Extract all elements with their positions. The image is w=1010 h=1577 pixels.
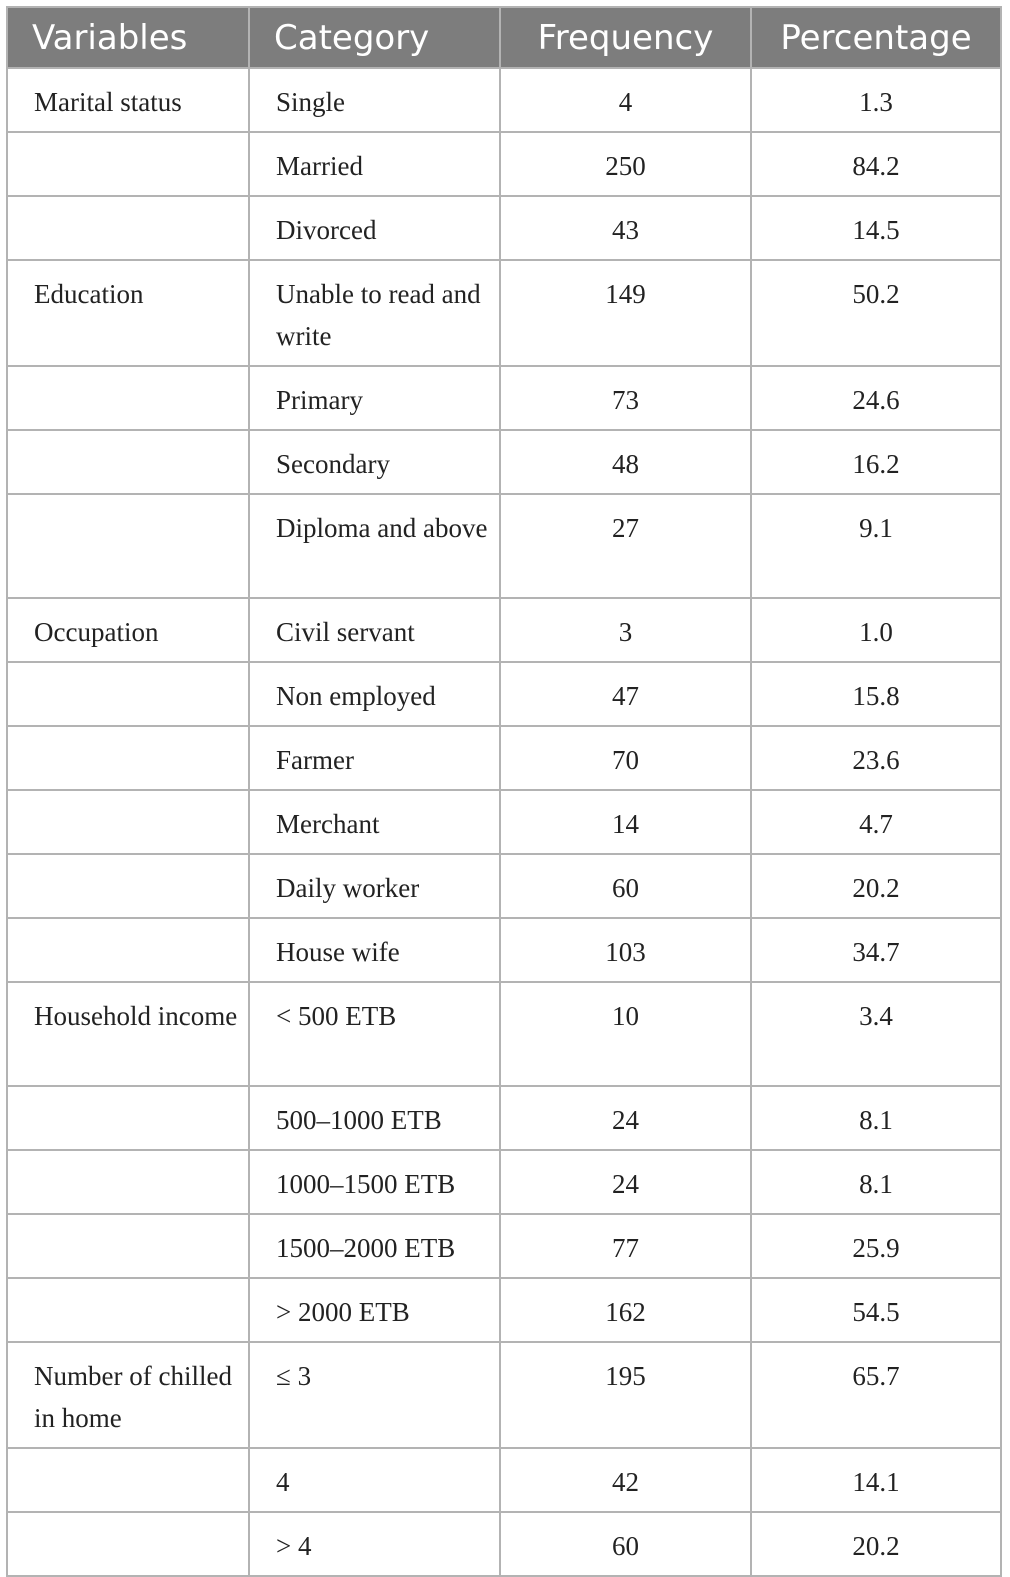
table-row — [8, 196, 1000, 260]
variable-cell — [8, 854, 249, 918]
percentage-cell: 25.9 — [751, 1214, 1000, 1278]
percentage-cell: 34.7 — [751, 918, 1000, 982]
percentage-cell: 1.0 — [751, 598, 1000, 662]
variable-cell — [8, 366, 249, 430]
header-variables: Variables — [8, 8, 249, 68]
percentage-cell: 65.7 — [751, 1342, 1000, 1448]
frequency-cell: 250 — [500, 132, 751, 196]
variable-cell: Education — [8, 260, 249, 366]
variable-cell: Number of chilled in home — [8, 1342, 249, 1448]
percentage-cell: 24.6 — [751, 366, 1000, 430]
table-row — [8, 854, 1000, 918]
variable-cell — [8, 790, 249, 854]
table-row — [8, 494, 1000, 598]
category-cell: Civil servant — [249, 598, 500, 662]
category-cell: ≤ 3 — [249, 1342, 500, 1448]
frequency-cell: 162 — [500, 1278, 751, 1342]
frequency-cell: 43 — [500, 196, 751, 260]
table-row — [8, 1214, 1000, 1278]
frequency-cell: 60 — [500, 854, 751, 918]
variable-cell — [8, 1448, 249, 1512]
category-cell: Unable to read and write — [249, 260, 500, 366]
frequency-cell: 14 — [500, 790, 751, 854]
frequency-cell: 4 — [500, 68, 751, 132]
category-cell: 500–1000 ETB — [249, 1086, 500, 1150]
data-table — [6, 6, 1002, 1577]
category-cell: Primary — [249, 366, 500, 430]
variable-cell — [8, 1214, 249, 1278]
header-category: Category — [249, 8, 500, 68]
percentage-cell: 23.6 — [751, 726, 1000, 790]
percentage-cell: 84.2 — [751, 132, 1000, 196]
frequency-cell: 47 — [500, 662, 751, 726]
variable-cell — [8, 132, 249, 196]
table-row — [8, 132, 1000, 196]
table-row — [8, 662, 1000, 726]
percentage-cell: 3.4 — [751, 982, 1000, 1086]
table-row — [8, 726, 1000, 790]
category-cell: Secondary — [249, 430, 500, 494]
table-row — [8, 1342, 1000, 1448]
table-row — [8, 1448, 1000, 1512]
percentage-cell: 50.2 — [751, 260, 1000, 366]
percentage-cell: 1.3 — [751, 68, 1000, 132]
variable-cell — [8, 918, 249, 982]
category-cell: < 500 ETB — [249, 982, 500, 1086]
table-row — [8, 1150, 1000, 1214]
table-row — [8, 68, 1000, 132]
category-cell: Married — [249, 132, 500, 196]
percentage-cell: 20.2 — [751, 854, 1000, 918]
variable-cell — [8, 494, 249, 598]
frequency-cell: 24 — [500, 1150, 751, 1214]
variable-cell — [8, 1278, 249, 1342]
frequency-table — [8, 8, 1000, 1575]
category-cell: Farmer — [249, 726, 500, 790]
percentage-cell: 54.5 — [751, 1278, 1000, 1342]
category-cell: Merchant — [249, 790, 500, 854]
variable-cell — [8, 430, 249, 494]
category-cell: Divorced — [249, 196, 500, 260]
percentage-cell: 9.1 — [751, 494, 1000, 598]
header-row — [8, 8, 1000, 68]
category-cell: > 4 — [249, 1512, 500, 1575]
percentage-cell: 16.2 — [751, 430, 1000, 494]
variable-cell: Marital status — [8, 68, 249, 132]
variable-cell — [8, 196, 249, 260]
frequency-cell: 48 — [500, 430, 751, 494]
category-cell: 4 — [249, 1448, 500, 1512]
frequency-cell: 103 — [500, 918, 751, 982]
frequency-cell: 42 — [500, 1448, 751, 1512]
table-row — [8, 1086, 1000, 1150]
percentage-cell: 4.7 — [751, 790, 1000, 854]
table-row — [8, 260, 1000, 366]
percentage-cell: 14.5 — [751, 196, 1000, 260]
variable-cell — [8, 1150, 249, 1214]
category-cell: > 2000 ETB — [249, 1278, 500, 1342]
percentage-cell: 14.1 — [751, 1448, 1000, 1512]
table-row — [8, 1278, 1000, 1342]
frequency-cell: 70 — [500, 726, 751, 790]
variable-cell: Occupation — [8, 598, 249, 662]
variable-cell — [8, 1512, 249, 1575]
frequency-cell: 27 — [500, 494, 751, 598]
table-row — [8, 790, 1000, 854]
category-cell: Non employed — [249, 662, 500, 726]
percentage-cell: 8.1 — [751, 1150, 1000, 1214]
category-cell: Daily worker — [249, 854, 500, 918]
header-frequency: Frequency — [500, 8, 751, 68]
category-cell: Single — [249, 68, 500, 132]
frequency-cell: 24 — [500, 1086, 751, 1150]
percentage-cell: 8.1 — [751, 1086, 1000, 1150]
percentage-cell: 15.8 — [751, 662, 1000, 726]
table-row — [8, 598, 1000, 662]
frequency-cell: 3 — [500, 598, 751, 662]
table-row — [8, 918, 1000, 982]
category-cell: House wife — [249, 918, 500, 982]
table-row — [8, 982, 1000, 1086]
variable-cell — [8, 662, 249, 726]
frequency-cell: 73 — [500, 366, 751, 430]
frequency-cell: 149 — [500, 260, 751, 366]
category-cell: 1000–1500 ETB — [249, 1150, 500, 1214]
variable-cell — [8, 726, 249, 790]
table-row — [8, 430, 1000, 494]
frequency-cell: 77 — [500, 1214, 751, 1278]
variable-cell: Household income — [8, 982, 249, 1086]
frequency-cell: 60 — [500, 1512, 751, 1575]
table-row — [8, 366, 1000, 430]
table-row — [8, 1512, 1000, 1575]
frequency-cell: 10 — [500, 982, 751, 1086]
header-percentage: Percentage — [751, 8, 1000, 68]
category-cell: Diploma and above — [249, 494, 500, 598]
variable-cell — [8, 1086, 249, 1150]
category-cell: 1500–2000 ETB — [249, 1214, 500, 1278]
percentage-cell: 20.2 — [751, 1512, 1000, 1575]
frequency-cell: 195 — [500, 1342, 751, 1448]
